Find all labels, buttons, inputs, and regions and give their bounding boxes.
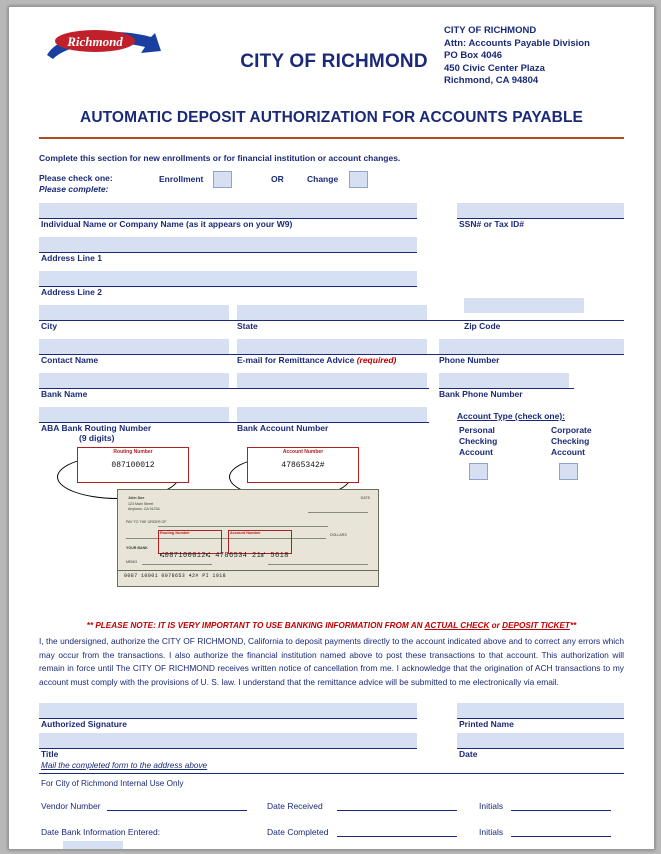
- state-input[interactable]: [237, 305, 427, 320]
- email-required-tag: (required): [356, 355, 397, 365]
- city-row-rule: [39, 320, 624, 321]
- note-text-mid: or: [489, 621, 503, 630]
- initials-label-1: Initials: [479, 801, 504, 811]
- personal-line-1: Personal: [459, 425, 495, 435]
- vendor-number-label: Vendor Number: [41, 801, 101, 811]
- check-one-row: [39, 173, 624, 203]
- check-amount-words-line: [126, 538, 326, 539]
- authorized-signature-input[interactable]: [39, 703, 417, 718]
- contact-name-label: Contact Name: [41, 355, 99, 365]
- please-complete-label: Please complete:: [39, 184, 109, 194]
- bank-account-label: Bank Account Number: [237, 423, 329, 433]
- routing-callout-label: Routing Number: [113, 449, 153, 455]
- internal-use-heading: For City of Richmond Internal Use Only: [41, 779, 184, 788]
- account-callout-label: Account Number: [282, 449, 324, 455]
- date-label: Date: [459, 749, 478, 759]
- date-completed-label: Date Completed: [267, 827, 329, 837]
- personal-line-3: Account: [459, 447, 493, 457]
- vendor-number-input[interactable]: [107, 810, 247, 811]
- svg-text:Richmond: Richmond: [67, 34, 123, 49]
- bank-phone-input[interactable]: [439, 373, 569, 388]
- address2-label: Address Line 2: [41, 287, 102, 297]
- date-received-input[interactable]: [337, 810, 457, 811]
- account-type-title: Account Type (check one):: [457, 411, 565, 421]
- aba-sub-label: (9 digits): [79, 433, 115, 443]
- check-micr-line: ⑆087100012⑆ 4786534 21⑈ 5618: [160, 552, 289, 560]
- check-payer-addr1: 123 Main Street: [128, 502, 154, 506]
- routing-callout-number: 087100012: [111, 461, 155, 470]
- form-page: [8, 6, 655, 850]
- check-account-highlight-label: Account Number: [230, 531, 261, 535]
- check-memo-line: [142, 564, 212, 565]
- account-callout-number: 47865342#: [281, 461, 325, 470]
- authorized-signature-label: Authorized Signature: [41, 719, 127, 729]
- email-label: E-mail for Remittance Advice (required): [237, 355, 397, 365]
- check-date-line: [308, 512, 368, 513]
- check-payer-name: John Doe: [128, 496, 145, 500]
- bank-account-input[interactable]: [237, 407, 427, 422]
- phone-label: Phone Number: [439, 355, 500, 365]
- instructions-intro: Complete this section for new enrollments or for financial institution or account changes.: [39, 153, 401, 163]
- note-text-pre: ** PLEASE NOTE: IT IS VERY IMPORTANT TO USE BANKING INFORMATION FROM AN: [86, 621, 425, 630]
- authorization-paragraph: I, the undersigned, authorize the CITY OF RICHMOND, California to deposit payments directly to the account indicated above and to correct any errors which may occur from the transactions. I also authorize the financial institution named above to post these transactions to that account. This authorization will remain in force until The CITY OF RICHMOND receives written notice of cancellation from me. I acknowledge that the origination of ACH transactions to my account must comply with the provisions of U. S. law. I understand that the remittance advice will be submitted to me electronically via email.: [39, 636, 624, 687]
- address1-input[interactable]: [39, 237, 417, 252]
- address-line-2: Attn: Accounts Payable Division: [444, 37, 590, 49]
- initials-label-2: Initials: [479, 827, 504, 837]
- enrollment-label: Enrollment: [159, 174, 204, 184]
- change-checkbox[interactable]: [349, 171, 368, 188]
- address1-label: Address Line 1: [41, 253, 102, 263]
- check-date-label: DATE: [360, 496, 370, 500]
- check-memo-label: MEMO: [126, 560, 138, 564]
- date-bank-info-input[interactable]: [63, 841, 123, 850]
- state-label: State: [237, 321, 258, 331]
- initials-input-2[interactable]: [511, 836, 611, 837]
- page-title: CITY OF RICHMOND: [240, 51, 428, 72]
- individual-name-input[interactable]: [39, 203, 417, 218]
- form-body: [39, 21, 624, 849]
- check-payee-line: [158, 526, 328, 527]
- city-input[interactable]: [39, 305, 229, 320]
- title-rule: [39, 748, 417, 749]
- sample-check-graphic: [117, 489, 379, 587]
- field-grid: [39, 203, 624, 621]
- note-underline-ticket: DEPOSIT TICKET: [502, 621, 570, 630]
- city-address-block: [444, 25, 624, 88]
- or-label: OR: [271, 174, 284, 184]
- bank-name-rule: [39, 388, 429, 389]
- please-check-label: Please check one:: [39, 173, 113, 183]
- individual-name-label: Individual Name or Company Name (as it appears on your W9): [41, 219, 293, 229]
- check-routing-highlight-label: Routing Number: [160, 531, 190, 535]
- date-received-label: Date Received: [267, 801, 323, 811]
- zip-input[interactable]: [464, 298, 584, 313]
- richmond-logo-icon: [43, 25, 173, 71]
- check-illustration: [39, 439, 624, 619]
- form-header: [39, 21, 624, 107]
- enrollment-checkbox[interactable]: [213, 171, 232, 188]
- note-underline-check: ACTUAL CHECK: [424, 621, 490, 630]
- personal-line-2: Checking: [459, 436, 498, 446]
- bank-name-input-2[interactable]: [237, 373, 427, 388]
- check-dollars-label: DOLLARS: [330, 533, 347, 537]
- important-note: [39, 621, 624, 630]
- page-subtitle: AUTOMATIC DEPOSIT AUTHORIZATION FOR ACCOUNTS PAYABLE: [80, 109, 583, 126]
- note-text-post: **: [569, 621, 577, 630]
- header-divider: [39, 137, 624, 139]
- change-label: Change: [307, 174, 339, 184]
- check-bottom-divider: [118, 570, 378, 571]
- check-bank-label: YOUR BANK: [126, 546, 148, 550]
- check-bottom-micr: 0087 10001 0078653 42# PI 1018: [124, 573, 227, 579]
- address-line-1: CITY OF RICHMOND: [444, 25, 537, 36]
- check-payer-addr2: Anytown, CA 91234: [128, 507, 160, 511]
- printed-name-label: Printed Name: [459, 719, 514, 729]
- contact-name-input[interactable]: [39, 339, 229, 354]
- check-signature-line: [268, 564, 368, 565]
- aba-input[interactable]: [39, 407, 229, 422]
- date-rule: [457, 748, 624, 749]
- internal-section-divider: [39, 773, 624, 774]
- corporate-line-2: Checking: [551, 436, 590, 446]
- phone-input[interactable]: [439, 339, 624, 354]
- address-line-3: PO Box 4046: [444, 50, 503, 61]
- initials-input-1[interactable]: [511, 810, 611, 811]
- internal-use-section: [39, 779, 624, 849]
- city-label: City: [41, 321, 58, 331]
- date-bank-info-label: Date Bank Information Entered:: [41, 827, 161, 837]
- ssn-input[interactable]: [457, 203, 624, 218]
- address-line-5: Richmond, CA 94804: [444, 75, 539, 86]
- address-line-4: 450 Civic Center Plaza: [444, 62, 545, 74]
- check-pay-to-label: PAY TO THE ORDER OF: [126, 520, 167, 524]
- corporate-line-1: Corporate: [551, 425, 592, 435]
- aba-label: ABA Bank Routing Number: [41, 423, 152, 433]
- zip-label: Zip Code: [464, 321, 501, 331]
- bank-name-label: Bank Name: [41, 389, 88, 399]
- address2-input[interactable]: [39, 271, 417, 286]
- bank-name-input[interactable]: [39, 373, 229, 388]
- title-input[interactable]: [39, 733, 417, 748]
- bank-phone-label: Bank Phone Number: [439, 389, 523, 399]
- email-input[interactable]: [237, 339, 427, 354]
- mail-instruction: Mail the completed form to the address above: [41, 761, 208, 770]
- printed-name-input[interactable]: [457, 703, 624, 718]
- signature-block: [39, 703, 624, 779]
- title-label: Title: [41, 749, 59, 759]
- date-input[interactable]: [457, 733, 624, 748]
- corporate-line-3: Account: [551, 447, 585, 457]
- date-completed-input[interactable]: [337, 836, 457, 837]
- ssn-label: SSN# or Tax ID#: [459, 219, 525, 229]
